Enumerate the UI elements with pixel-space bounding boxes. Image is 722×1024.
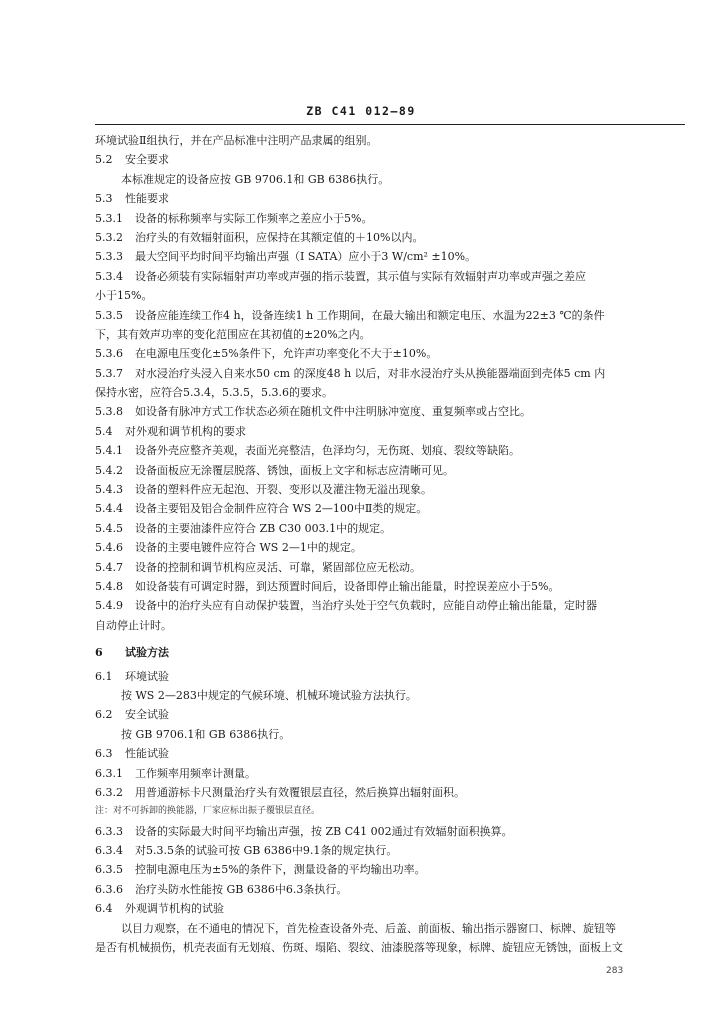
clause-number: 5.4.5 — [95, 521, 123, 535]
clause-number: 6.4 — [95, 902, 113, 916]
text-line — [95, 822, 690, 841]
clause-text: 设备的标称频率与实际工作频率之差应小于5%。 — [135, 211, 373, 225]
clause-text: 如设备有脉冲方式工作状态必须在随机文件中注明脉冲宽度、重复频率或占空比。 — [135, 405, 531, 419]
section-heading — [95, 643, 690, 662]
clause-text: 对5.3.5条的试验可按 GB 6386中9.1条的规定执行。 — [135, 844, 398, 858]
clause-number: 5.3.3 — [95, 250, 123, 264]
clause-text: 设备的主要电镀件应符合 WS 2—1中的规定。 — [135, 541, 362, 555]
clause-text: 安全要求 — [125, 153, 169, 167]
subsection-heading — [95, 744, 690, 763]
clause-number: 5.2 — [95, 153, 113, 167]
clause-text: 设备应能连续工作4 h，设备连续1 h 工作期间，在最大输出和额定电压、水温为22±3 ℃的条件 — [135, 308, 605, 322]
clause-text: 下，其有效声功率的变化范围应在其初值的±20%之内。 — [95, 327, 371, 341]
clause-number: 6 — [95, 646, 103, 660]
clause-number: 5.3.2 — [95, 230, 123, 244]
text-line — [95, 228, 690, 247]
clause-number: 5.3.6 — [95, 347, 123, 361]
note-line — [95, 802, 690, 821]
clause-number: 5.4.4 — [95, 502, 123, 516]
subsection-heading — [95, 899, 690, 918]
text-line — [95, 267, 690, 286]
clause-text: 用普通游标卡尺测量治疗头有效覆银层直径，然后换算出辐射面积。 — [135, 785, 465, 799]
clause-number: 6.3 — [95, 747, 113, 761]
clause-number: 5.4 — [95, 424, 113, 438]
clause-number: 5.3.4 — [95, 269, 123, 283]
clause-text: 设备主要铝及铝合金制件应符合 WS 2—100中Ⅱ类的规定。 — [135, 502, 428, 516]
clause-number: 5.4.9 — [95, 599, 123, 613]
clause-text: 自动停止计时。 — [95, 618, 172, 632]
clause-number: 5.4.8 — [95, 579, 123, 593]
clause-text: 设备面板应无涂覆层脱落、锈蚀，面板上文字和标志应清晰可见。 — [135, 463, 454, 477]
subsection-heading — [95, 667, 690, 686]
clause-text: 小于15%。 — [95, 289, 153, 303]
clause-text: 最大空间平均时间平均输出声强（I SATA）应小于3 W/cm² ±10%。 — [135, 250, 477, 264]
clause-number: 5.3.8 — [95, 405, 123, 419]
text-line — [95, 558, 690, 577]
subsection-heading — [95, 422, 690, 441]
clause-text: 环境试验 — [125, 669, 169, 683]
text-line — [95, 209, 690, 228]
text-line — [95, 783, 690, 802]
text-line — [95, 325, 690, 344]
clause-number: 6.3.6 — [95, 882, 123, 896]
clause-number: 5.4.6 — [95, 541, 123, 555]
text-line — [95, 577, 690, 596]
clause-text: 按 WS 2—283中规定的气候环境、机械环境试验方法执行。 — [121, 688, 417, 702]
clause-text: 试验方法 — [125, 646, 169, 660]
text-line — [95, 519, 690, 538]
text-line — [95, 860, 690, 879]
clause-text: 环境试验Ⅱ组执行，并在产品标准中注明产品隶属的组别。 — [95, 134, 378, 147]
clause-number: 5.4.2 — [95, 463, 123, 477]
text-line — [95, 441, 690, 460]
clause-number: 5.4.1 — [95, 444, 123, 458]
text-line — [95, 764, 690, 783]
clause-text: 设备的塑料件应无起泡、开裂、变形以及灌注物无溢出现象。 — [135, 483, 432, 497]
clause-text: 设备必须装有实际辐射声功率或声强的指示装置，其示值与实际有效辐射声功率或声强之差应 — [135, 269, 586, 283]
text-line — [95, 686, 690, 705]
subsection-heading — [95, 189, 690, 208]
clause-number: 5.4.7 — [95, 560, 123, 574]
text-line — [95, 364, 690, 383]
clause-text: 性能要求 — [125, 192, 169, 206]
clause-text: 安全试验 — [125, 708, 169, 722]
clause-number: 5.3.5 — [95, 308, 123, 322]
text-line — [95, 880, 690, 899]
subsection-heading — [95, 150, 690, 169]
subsection-heading — [95, 705, 690, 724]
clause-text: 设备的主要油漆件应符合 ZB C30 003.1中的规定。 — [135, 521, 392, 535]
clause-text: 性能试验 — [125, 747, 169, 761]
clause-text: 设备中的治疗头应有自动保护装置，当治疗头处于空气负载时，应能自动停止输出能量，定时器 — [135, 599, 597, 613]
clause-number: 5.3.7 — [95, 366, 123, 380]
text-line — [95, 306, 690, 325]
text-line — [95, 383, 690, 402]
text-line — [95, 616, 690, 635]
clause-text: 是否有机械损伤，机壳表面有无划痕、伤斑、塌陷、裂纹、油漆脱落等现象，标牌、旋钮应无锈蚀，面板上文 — [95, 941, 623, 955]
clause-number: 5.4.3 — [95, 483, 123, 497]
text-line — [95, 461, 690, 480]
clause-text: 治疗头防水性能按 GB 6386中6.3条执行。 — [135, 882, 348, 896]
clause-text: 外观调节机构的试验 — [125, 902, 224, 916]
clause-number: 5.3.1 — [95, 211, 123, 225]
text-line — [95, 938, 690, 957]
text-line — [95, 286, 690, 305]
clause-number: 6.3.3 — [95, 824, 123, 838]
clause-number: 6.3.1 — [95, 766, 123, 780]
text-line — [95, 919, 690, 938]
clause-text: 设备的控制和调节机构应灵活、可靠，紧固部位应无松动。 — [135, 560, 421, 574]
clause-number: 6.3.5 — [95, 863, 123, 877]
clause-text: 保持水密，应符合5.3.4，5.3.5，5.3.6的要求。 — [95, 386, 333, 400]
header-rule — [95, 124, 685, 125]
text-line — [95, 538, 690, 557]
clause-text: 设备的实际最大时间平均输出声强，按 ZB C41 002通过有效辐射面积换算。 — [135, 824, 513, 838]
clause-text: 本标准规定的设备应按 GB 9706.1和 GB 6386执行。 — [121, 172, 390, 186]
clause-number: 6.3.4 — [95, 844, 123, 858]
clause-text: 工作频率用频率计测量。 — [135, 766, 256, 780]
clause-text: 设备外壳应整齐美观，表面光亮整洁，色泽均匀，无伤斑、划痕、裂纹等缺陷。 — [135, 444, 520, 458]
text-line — [95, 344, 690, 363]
text-line — [95, 131, 690, 150]
clause-text: 按 GB 9706.1和 GB 6386执行。 — [121, 727, 291, 741]
clause-text: 如设备装有可调定时器，到达预置时间后，设备即停止输出能量，时控误差应小于5%。 — [135, 579, 560, 593]
page-header: ZB C41 012—89 — [306, 104, 416, 118]
clause-text: 以目力观察，在不通电的情况下，首先检查设备外壳、后盖、前面板、输出指示器窗口、标牌、旋钮等 — [121, 921, 616, 935]
clause-text: 在电源电压变化±5%条件下，允许声功率变化不大于±10%。 — [135, 347, 438, 361]
clause-number: 6.1 — [95, 669, 113, 683]
text-line — [95, 841, 690, 860]
text-line — [95, 480, 690, 499]
clause-text: 治疗头的有效辐射面积，应保持在其额定值的＋10%以内。 — [135, 230, 424, 244]
clause-number: 6.3.2 — [95, 785, 123, 799]
clause-text: 控制电源电压为±5%的条件下，测量设备的平均输出功率。 — [135, 863, 426, 877]
text-line — [95, 725, 690, 744]
clause-text: 对水浸治疗头浸入自来水50 cm 的深度48 h 以后，对非水浸治疗头从换能器端面到壳体5 cm 内 — [135, 366, 606, 380]
text-line — [95, 499, 690, 518]
text-line — [95, 247, 690, 266]
clause-number: 5.3 — [95, 192, 113, 206]
clause-text: 对外观和调节机构的要求 — [125, 424, 246, 438]
body-text — [95, 131, 690, 957]
text-line — [95, 402, 690, 421]
text-line — [95, 596, 690, 615]
text-line — [95, 170, 690, 189]
clause-text: 注：对不可拆卸的换能器，厂家应标出振子覆银层直径。 — [95, 806, 321, 817]
page-number: 283 — [606, 966, 624, 976]
clause-number: 6.2 — [95, 708, 113, 722]
